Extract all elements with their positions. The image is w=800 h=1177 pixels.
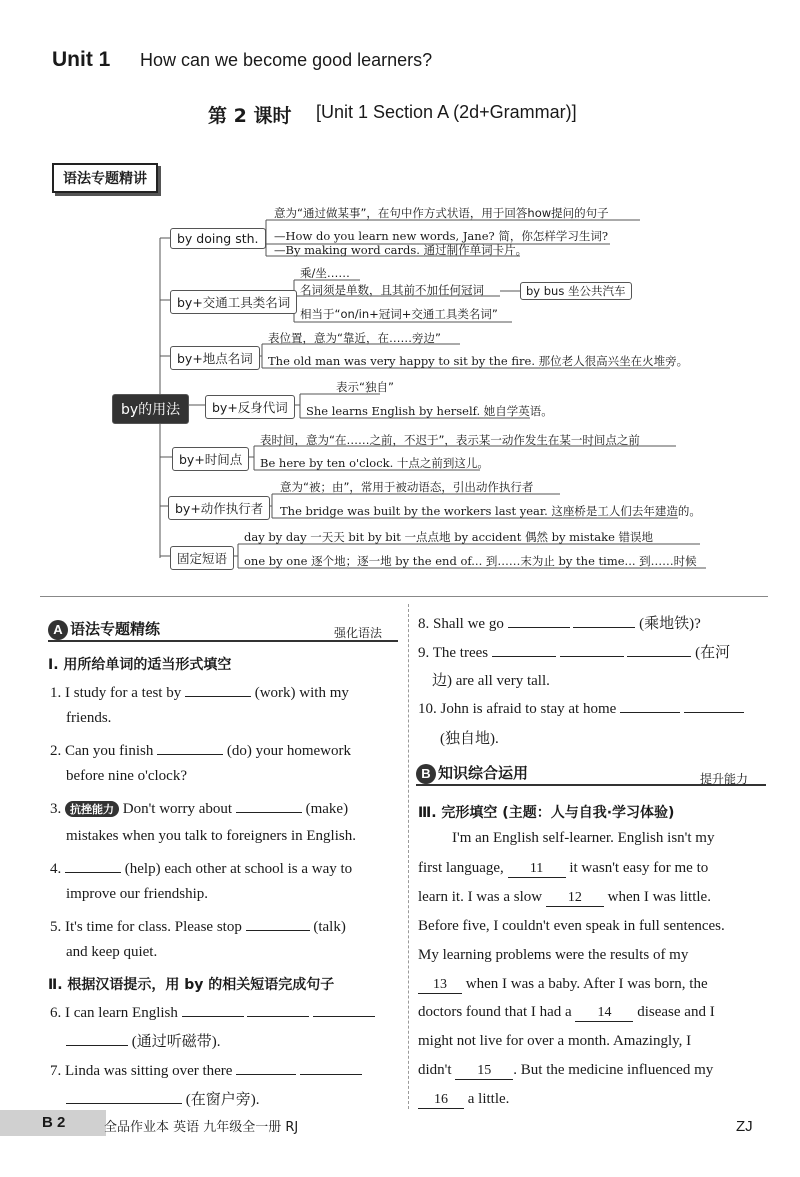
- grammar-banner: 语法专题精讲: [52, 163, 158, 193]
- section-a-title: 语法专题精练: [70, 620, 161, 638]
- passage-text: first language,: [418, 860, 504, 876]
- branch-example: 名词须是单数，且其前不加任何冠词: [300, 283, 484, 297]
- answer-blank[interactable]: [66, 1089, 182, 1104]
- answer-blank[interactable]: [182, 1002, 244, 1017]
- branch-node: by+交通工具类名词: [170, 290, 297, 314]
- cloze-blank-16[interactable]: 16: [418, 1092, 464, 1109]
- section-a-tag: 强化语法: [334, 626, 383, 640]
- answer-blank[interactable]: [247, 1002, 309, 1017]
- question-text: 2. Can you finish: [50, 743, 154, 759]
- answer-blank[interactable]: [300, 1060, 362, 1075]
- branch-example: The bridge was built by the workers last year. 这座桥是工人们去年建造的。: [280, 504, 701, 518]
- question-text: improve our friendship.: [66, 886, 209, 902]
- passage-text: a little.: [467, 1091, 510, 1107]
- passage-line: Before five, I couldn't even speak in full sentences.: [418, 918, 725, 934]
- passage-line: My learning problems were the results of my: [418, 947, 689, 963]
- section-b-heading: [416, 762, 528, 784]
- passage-text: didn't: [418, 1062, 452, 1078]
- cloze-blank-14[interactable]: 14: [575, 1005, 633, 1022]
- answer-blank[interactable]: [492, 642, 556, 657]
- question-text: (独自地).: [440, 731, 499, 747]
- cloze-blank-11[interactable]: 11: [508, 861, 566, 878]
- branch-example: —By making word cards. 通过制作单词卡片。: [274, 243, 528, 257]
- cloze-blank-12[interactable]: 12: [546, 890, 604, 907]
- question-8: [418, 612, 701, 633]
- cloze-blank-15[interactable]: 15: [455, 1063, 513, 1080]
- question-4: [50, 858, 352, 878]
- section-b-title: 知识综合运用: [438, 764, 529, 782]
- passage-line: [418, 1091, 509, 1109]
- question-text: (在窗户旁).: [185, 1092, 260, 1108]
- question-text: (help) each other at school is a way to: [124, 861, 353, 877]
- question-text: 8. Shall we go: [418, 616, 504, 632]
- answer-blank[interactable]: [508, 613, 570, 628]
- passage-text: disease and I: [637, 1004, 715, 1020]
- answer-blank[interactable]: [573, 613, 635, 628]
- part-2-heading: Ⅱ. 根据汉语提示，用 by 的相关短语完成句子: [48, 977, 335, 993]
- section-b-badge: B: [416, 764, 436, 784]
- question-text: 4.: [50, 861, 62, 877]
- question-7: [50, 1060, 362, 1080]
- passage-line: [418, 976, 708, 994]
- question-text: before nine o'clock?: [66, 768, 187, 784]
- question-text: mistakes when you talk to foreigners in English.: [66, 828, 356, 844]
- question-6: [50, 1002, 375, 1022]
- question-text: 5. It's time for class. Please stop: [50, 919, 242, 935]
- branch-node: by+动作执行者: [168, 496, 270, 520]
- question-text: Don't worry about: [122, 801, 233, 817]
- branch-example-tag: by bus 坐公共汽车: [520, 282, 632, 300]
- unit-title: How can we become good learners?: [140, 50, 433, 70]
- question-10: [418, 698, 744, 718]
- question-3: [50, 798, 348, 818]
- passage-line: might not live for over a month. Amazingly, I: [418, 1033, 692, 1049]
- question-text: 9. The trees: [418, 645, 489, 661]
- section-a-heading: [48, 618, 160, 640]
- passage-text: learn it. I was a slow: [418, 889, 543, 905]
- question-text: 边) are all very tall.: [432, 673, 550, 689]
- question-6-hint: [66, 1030, 221, 1051]
- branch-note: 表示“独自”: [336, 380, 394, 394]
- branch-note: 意为“通过做某事”，在句中作方式状语，用于回答how提问的句子: [274, 206, 609, 220]
- answer-blank[interactable]: [157, 740, 223, 755]
- answer-blank[interactable]: [236, 798, 302, 813]
- question-9: [418, 641, 730, 662]
- branch-example: —How do you learn new words, Jane? 简，你怎样学习生词?: [274, 229, 608, 243]
- question-text: (work) with my: [254, 685, 349, 701]
- answer-blank[interactable]: [313, 1002, 375, 1017]
- question-text: (talk): [313, 919, 346, 935]
- lesson-title: 第 2 课时: [208, 105, 292, 127]
- question-text: 3.: [50, 801, 62, 817]
- answer-blank[interactable]: [620, 698, 680, 713]
- answer-blank[interactable]: [185, 682, 251, 697]
- answer-blank[interactable]: [627, 642, 691, 657]
- question-text: (通过听磁带).: [131, 1034, 221, 1050]
- passage-line: [418, 860, 708, 878]
- question-5: [50, 916, 346, 936]
- question-text: and keep quiet.: [66, 944, 158, 960]
- passage-line: I'm an English self-learner. English isn't my: [452, 830, 715, 846]
- passage-text: when I was little.: [607, 889, 711, 905]
- question-text: 1. I study for a test by: [50, 685, 182, 701]
- answer-blank[interactable]: [560, 642, 624, 657]
- question-text: (乘地铁)?: [639, 616, 701, 632]
- question-1: [50, 682, 349, 702]
- branch-note: 意为“被；由”，常用于被动语态，引出动作执行者: [280, 480, 534, 494]
- section-divider: [40, 596, 768, 597]
- answer-blank[interactable]: [684, 698, 744, 713]
- answer-blank[interactable]: [66, 1031, 128, 1046]
- edition-code: ZJ: [736, 1118, 753, 1135]
- branch-node: by+时间点: [172, 447, 249, 471]
- branch-example: The old man was very happy to sit by the fire. 那位老人很高兴坐在火堆旁。: [268, 354, 689, 368]
- passage-text: when I was a baby. After I was born, the: [465, 976, 708, 992]
- passage-line: [418, 889, 711, 907]
- passage-line: [418, 1062, 713, 1080]
- branch-note: 乘/坐……: [300, 266, 350, 280]
- branch-example: Be here by ten o'clock. 十点之前到这儿。: [260, 456, 489, 470]
- section-a-badge: A: [48, 620, 68, 640]
- lesson-subtitle: [Unit 1 Section A (2d+Grammar)]: [316, 102, 577, 122]
- question-text: 7. Linda was sitting over there: [50, 1063, 233, 1079]
- column-divider: [408, 604, 409, 1109]
- unit-label: Unit 1: [52, 48, 111, 71]
- mindmap-root: by的用法: [112, 394, 189, 424]
- cloze-blank-13[interactable]: 13: [418, 977, 462, 994]
- passage-text: . But the medicine influenced my: [513, 1062, 714, 1078]
- branch-node: by+地点名词: [170, 346, 260, 370]
- branch-example: 相当于“on/in+冠词+交通工具类名词”: [300, 307, 498, 321]
- answer-blank[interactable]: [236, 1060, 296, 1075]
- question-2: [50, 740, 351, 760]
- question-text: friends.: [66, 710, 112, 726]
- branch-note: 表位置，意为“靠近，在……旁边”: [268, 331, 441, 345]
- question-7-hint: [66, 1088, 260, 1109]
- section-b-tag: 提升能力: [700, 772, 749, 786]
- question-text: (make): [305, 801, 349, 817]
- question-text: (在河: [695, 645, 731, 661]
- branch-node: by doing sth.: [170, 228, 266, 249]
- passage-text: doctors found that I had a: [418, 1004, 572, 1020]
- part-1-heading: Ⅰ. 用所给单词的适当形式填空: [48, 657, 232, 673]
- branch-note: day by day 一天天 bit by bit 一点点地 by accident 偶然 by mistake 错误地: [244, 530, 654, 544]
- question-text: 10. John is afraid to stay at home: [418, 701, 617, 717]
- branch-node: by+反身代词: [205, 395, 295, 419]
- question-text: (do) your homework: [226, 743, 351, 759]
- passage-line: [418, 1004, 715, 1022]
- page-number: B 2: [42, 1114, 66, 1131]
- ability-tag: 抗挫能力: [65, 801, 119, 817]
- branch-example: She learns English by herself. 她自学英语。: [306, 404, 553, 418]
- question-text: 6. I can learn English: [50, 1005, 178, 1021]
- answer-blank[interactable]: [246, 916, 310, 931]
- branch-example: one by one 逐个地；逐一地 by the end of... 到……末为止 by the time... 到……时候: [244, 554, 697, 568]
- part-3-heading: Ⅲ. 完形填空 (主题：人与自我·学习体验): [418, 805, 675, 821]
- branch-note: 表时间，意为“在……之前，不迟于”，表示某一动作发生在某一时间点之前: [260, 433, 640, 447]
- branch-node: 固定短语: [170, 546, 234, 570]
- passage-text: it wasn't easy for me to: [569, 860, 709, 876]
- answer-blank[interactable]: [65, 858, 121, 873]
- book-title: 全品作业本 英语 九年级全一册 RJ: [104, 1120, 299, 1135]
